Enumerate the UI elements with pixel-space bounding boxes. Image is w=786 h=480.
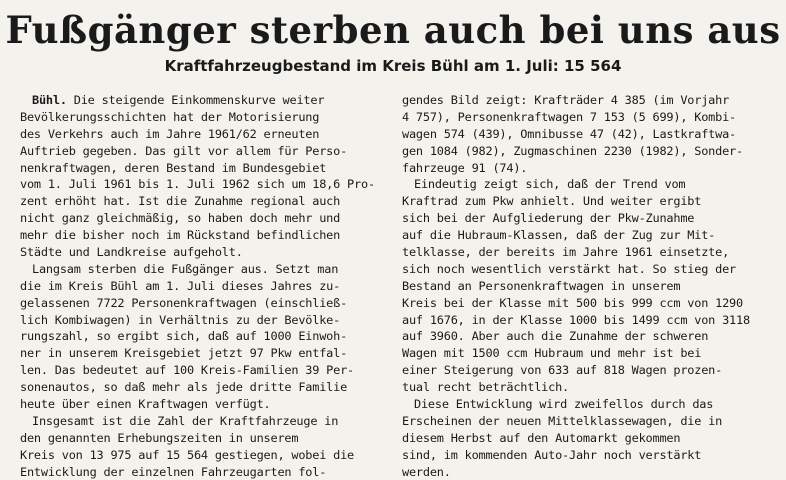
text-line-content: werden. <box>402 464 451 479</box>
text-line-content: sind, im kommenden Auto-Jahr noch verstärkt <box>402 447 702 462</box>
article-column-right <box>402 92 774 480</box>
headline: Fußgänger sterben auch bei uns aus <box>5 8 781 52</box>
text-line-content: tual recht beträchtlich. <box>402 380 570 395</box>
text-line <box>20 193 392 210</box>
text-line-content: diesem Herbst auf den Automarkt gekommen <box>402 430 681 445</box>
text-line-content: einer Steigerung von 633 auf 818 Wagen prozen- <box>402 363 723 378</box>
text-line-content: gen 1084 (982), Zugmaschinen 2230 (1982), Sonder- <box>402 143 743 158</box>
text-line-content: auf die Hubraum-Klassen, daß der Zug zur Mit- <box>402 228 716 243</box>
dateline: Bühl. <box>32 93 67 107</box>
text-line <box>402 278 774 295</box>
text-line-content: Wagen mit 1500 ccm Hubraum und mehr ist bei <box>402 346 702 361</box>
text-line-content: gendes Bild zeigt: Krafträder 4 385 (im Vorjahr <box>402 93 730 107</box>
text-line <box>402 92 774 109</box>
article-column-left <box>20 92 392 480</box>
text-line <box>20 295 392 312</box>
text-line <box>20 227 392 244</box>
text-line-content: len. Das bedeutet auf 100 Kreis-Familien 39 Per- <box>20 363 355 378</box>
text-line <box>20 328 392 345</box>
text-line <box>402 447 774 464</box>
text-line <box>20 379 392 396</box>
text-line-content: Bevölkerungsschichten hat der Motorisierung <box>20 109 320 124</box>
text-line <box>20 447 392 464</box>
text-line-content: vom 1. Juli 1961 bis 1. Juli 1962 sich um 18,6 Pro- <box>20 177 375 192</box>
text-line-content: die im Kreis Bühl am 1. Juli dieses Jahres zu- <box>20 278 341 293</box>
text-line-content: mehr die bisher noch im Rückstand befindlichen <box>20 228 341 243</box>
text-line <box>402 176 774 193</box>
text-line-content: Bestand an Personenkraftwagen in unserem <box>402 278 681 293</box>
text-line <box>20 396 392 413</box>
text-line-content: Langsam sterben die Fußgänger aus. Setzt man <box>32 261 339 276</box>
text-line <box>402 244 774 261</box>
text-line <box>20 160 392 177</box>
text-line <box>402 379 774 396</box>
text-line-content: nenkraftwagen, deren Bestand im Bundesgebiet <box>20 160 327 175</box>
text-line <box>402 227 774 244</box>
text-line-content: Die steigende Einkommenskurve weiter <box>73 93 325 107</box>
text-line <box>402 396 774 413</box>
text-line-content: den genannten Erhebungszeiten in unserem <box>20 430 299 445</box>
text-line-content: fahrzeuge 91 (74). <box>402 160 528 175</box>
text-line-content: Insgesamt ist die Zahl der Kraftfahrzeuge in <box>32 413 339 428</box>
text-line <box>402 464 774 480</box>
text-line <box>20 92 392 109</box>
text-line <box>402 328 774 345</box>
text-line-content: zent erhöht hat. Ist die Zunahme regional auch <box>20 194 341 209</box>
text-line-content: rungszahl, so ergibt sich, daß auf 1000 Einwoh- <box>20 329 348 344</box>
text-line-content: Entwicklung der einzelnen Fahrzeugarten fol- <box>20 464 327 479</box>
text-line-content: Kreis bei der Klasse mit 500 bis 999 ccm von 1290 <box>402 295 743 310</box>
text-line-content: Kraftrad zum Pkw anhielt. Und weiter ergibt <box>402 194 702 209</box>
text-line <box>20 345 392 362</box>
text-line <box>402 295 774 312</box>
text-line-content: auf 3960. Aber auch die Zunahme der schweren <box>402 329 709 344</box>
text-line <box>20 176 392 193</box>
text-line <box>20 278 392 295</box>
text-line <box>402 362 774 379</box>
subheadline: Kraftfahrzeugbestand im Kreis Bühl am 1. Juli: 15 564 <box>164 57 622 75</box>
text-line-content: auf 1676, in der Klasse 1000 bis 1499 ccm von 3118 <box>402 312 750 327</box>
text-line <box>402 109 774 126</box>
text-line-content: Diese Entwicklung wird zweifellos durch das <box>414 397 714 412</box>
text-line <box>402 261 774 278</box>
text-line <box>402 160 774 177</box>
text-line-content: 4 757), Personenkraftwagen 7 153 (5 699), Kombi- <box>402 109 737 124</box>
text-line-content: heute über einen Kraftwagen verfügt. <box>20 397 271 412</box>
text-line-content: Kreis von 13 975 auf 15 564 gestiegen, wobei die <box>20 447 355 462</box>
text-line-content: Erscheinen der neuen Mittelklassewagen, die in <box>402 413 723 428</box>
text-line <box>20 210 392 227</box>
text-line <box>402 345 774 362</box>
text-line-content: sich noch wesentlich verstärkt hat. So stieg der <box>402 261 737 276</box>
text-line <box>402 413 774 430</box>
text-line-content: wagen 574 (439), Omnibusse 47 (42), Lastkraftwa- <box>402 126 737 141</box>
text-line-content: des Verkehrs auch im Jahre 1961/62 erneuten <box>20 126 320 141</box>
text-line-content: lich Kombiwagen) in Verhältnis zu der Bevölke- <box>20 312 341 327</box>
text-line-content: ner in unserem Kreisgebiet jetzt 97 Pkw entfal- <box>20 346 348 361</box>
text-line-content: Eindeutig zeigt sich, daß der Trend vom <box>414 177 686 192</box>
text-line <box>402 126 774 143</box>
text-line-content: sich bei der Aufgliederung der Pkw-Zunahme <box>402 211 695 226</box>
text-line <box>20 261 392 278</box>
text-line-content: telklasse, der bereits im Jahre 1961 einsetzte, <box>402 245 730 260</box>
text-line <box>20 312 392 329</box>
text-line <box>20 464 392 480</box>
text-line <box>20 244 392 261</box>
text-line-content: gelassenen 7722 Personenkraftwagen (einschließ- <box>20 295 348 310</box>
text-line <box>402 143 774 160</box>
text-line-content: Auftrieb gegeben. Das gilt vor allem für Perso- <box>20 143 348 158</box>
text-line <box>20 126 392 143</box>
text-line <box>402 430 774 447</box>
text-line-content: nicht ganz gleichmäßig, so haben doch mehr und <box>20 211 341 226</box>
text-line <box>20 430 392 447</box>
text-line <box>20 362 392 379</box>
text-line <box>402 312 774 329</box>
text-line-content: sonenautos, so daß mehr als jede dritte Familie <box>20 380 348 395</box>
text-line <box>402 193 774 210</box>
text-line <box>20 109 392 126</box>
text-line <box>20 143 392 160</box>
text-line <box>20 413 392 430</box>
text-line-content: Städte und Landkreise aufgeholt. <box>20 245 243 260</box>
text-line <box>402 210 774 227</box>
